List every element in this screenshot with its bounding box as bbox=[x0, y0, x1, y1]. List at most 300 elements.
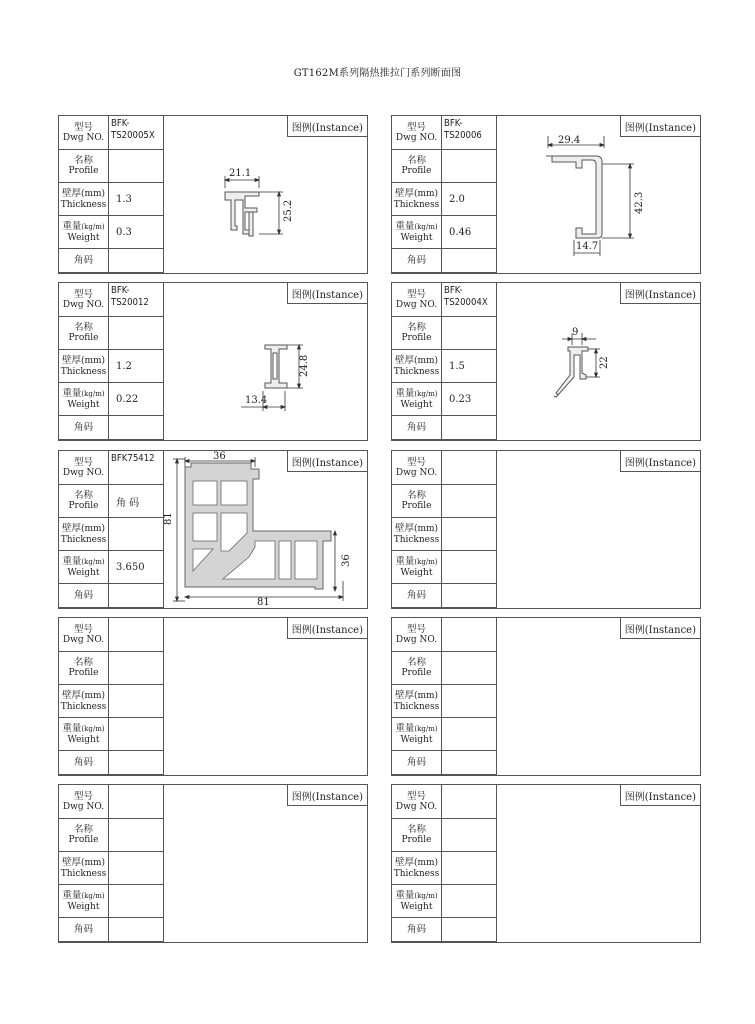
instance-label: 图例(Instance) bbox=[287, 116, 367, 137]
profile-label-en: Profile bbox=[401, 501, 432, 511]
dwg-label-zh: 型号 bbox=[406, 623, 426, 635]
weight-label-en: Weight bbox=[400, 232, 433, 243]
weight-label-en: Weight bbox=[400, 734, 433, 745]
page-title: GT162M系列隔热推拉门系列断面图 bbox=[293, 68, 462, 79]
thickness-label-zh: 壁厚 bbox=[394, 354, 414, 366]
dwg-value bbox=[441, 283, 496, 316]
dim-width: 29.4 bbox=[558, 135, 581, 146]
profile-card bbox=[391, 450, 701, 609]
weight-label-zh: 重量 bbox=[395, 555, 415, 567]
profile-value bbox=[441, 819, 496, 851]
dwg-label-en: Dwg NO. bbox=[395, 634, 438, 645]
profile-drawing bbox=[163, 451, 367, 608]
instance-label: 图例(Instance) bbox=[287, 451, 367, 472]
section-drawing-ts20004x bbox=[496, 283, 700, 440]
thickness-label-en: Thickness bbox=[60, 366, 107, 377]
weight-label-en: Weight bbox=[400, 567, 433, 578]
weight-label bbox=[59, 383, 108, 415]
corner-label-zh: 角码 bbox=[406, 422, 426, 433]
corner-value bbox=[441, 416, 496, 439]
dwg-value bbox=[108, 618, 163, 651]
weight-label-zh: 重量 bbox=[62, 889, 82, 901]
instance-label: 图例(Instance) bbox=[620, 116, 700, 137]
profile-drawing bbox=[496, 618, 700, 775]
instance-label: 图例(Instance) bbox=[287, 618, 367, 639]
corner-value bbox=[108, 416, 163, 439]
weight-label bbox=[392, 885, 441, 917]
weight-value: 0.46 bbox=[449, 226, 472, 238]
profile-card bbox=[391, 617, 701, 776]
dwg-label bbox=[392, 283, 441, 316]
weight-label-zh: 重量 bbox=[62, 220, 82, 232]
dim-width: 9 bbox=[572, 327, 579, 338]
corner-value bbox=[108, 584, 163, 607]
profile-label-zh: 名称 bbox=[73, 824, 93, 835]
weight-label-en: Weight bbox=[67, 399, 100, 410]
weight-label bbox=[392, 383, 441, 415]
weight-label-zh: 重量 bbox=[395, 722, 415, 734]
corner-value bbox=[108, 918, 163, 941]
dim-bottom: 14.7 bbox=[576, 241, 599, 252]
row-thickness bbox=[59, 852, 163, 885]
thickness-value bbox=[441, 852, 496, 884]
profile-drawing bbox=[163, 785, 367, 942]
dwg-label-en: Dwg NO. bbox=[395, 467, 438, 478]
profile-label bbox=[392, 819, 441, 851]
dwg-value-line1: BFK- bbox=[444, 118, 463, 129]
row-corner bbox=[59, 249, 163, 273]
dim-height: 25.2 bbox=[283, 199, 294, 222]
corner-label bbox=[59, 249, 108, 272]
dwg-label-zh: 型号 bbox=[406, 456, 426, 468]
corner-label-zh: 角码 bbox=[73, 757, 93, 768]
row-weight bbox=[392, 551, 496, 584]
row-thickness bbox=[392, 852, 496, 885]
weight-label-unit: (kg/m) bbox=[81, 724, 105, 733]
dim-height: 42.3 bbox=[634, 191, 645, 214]
row-dwg bbox=[392, 451, 496, 485]
profile-label bbox=[392, 485, 441, 517]
corner-label bbox=[59, 918, 108, 941]
dwg-label-zh: 型号 bbox=[73, 623, 93, 635]
dwg-value-line1: BFK75412 bbox=[111, 453, 155, 464]
weight-label-en: Weight bbox=[67, 567, 100, 578]
section-drawing-ts20006 bbox=[496, 116, 700, 273]
profile-value bbox=[441, 317, 496, 349]
dwg-value bbox=[108, 283, 163, 316]
dim-bottom: 81 bbox=[257, 597, 270, 608]
row-thickness bbox=[392, 518, 496, 551]
weight-label-unit: (kg/m) bbox=[414, 222, 438, 231]
corner-label bbox=[392, 584, 441, 607]
weight-label bbox=[392, 216, 441, 248]
row-dwg bbox=[59, 283, 163, 317]
weight-value: 0.23 bbox=[449, 393, 472, 405]
corner-label-zh: 角码 bbox=[406, 255, 426, 266]
corner-label bbox=[392, 751, 441, 774]
row-corner bbox=[392, 751, 496, 775]
row-weight bbox=[59, 383, 163, 416]
row-corner bbox=[392, 416, 496, 440]
dwg-label-en: Dwg NO. bbox=[62, 634, 105, 645]
section-drawing-bfk75412 bbox=[163, 451, 367, 608]
dwg-value bbox=[108, 451, 163, 484]
profile-card bbox=[58, 115, 368, 274]
dwg-label-zh: 型号 bbox=[406, 288, 426, 300]
thickness-label bbox=[392, 350, 441, 382]
dwg-value-line1: BFK- bbox=[444, 285, 463, 296]
weight-value: 0.3 bbox=[116, 226, 132, 238]
corner-value bbox=[441, 751, 496, 774]
thickness-label-zh: 壁厚 bbox=[61, 856, 81, 868]
weight-label bbox=[59, 718, 108, 750]
profile-label-zh: 名称 bbox=[406, 657, 426, 668]
thickness-value bbox=[441, 518, 496, 550]
row-corner bbox=[392, 918, 496, 942]
dwg-label-zh: 型号 bbox=[406, 121, 426, 133]
weight-label-en: Weight bbox=[400, 399, 433, 410]
thickness-label-en: Thickness bbox=[393, 868, 440, 879]
weight-label bbox=[59, 216, 108, 248]
dim-width: 13.4 bbox=[245, 395, 268, 406]
weight-label-zh: 重量 bbox=[62, 722, 82, 734]
weight-value bbox=[108, 885, 163, 917]
dwg-label-en: Dwg NO. bbox=[395, 299, 438, 310]
profile-card bbox=[391, 115, 701, 274]
row-profile bbox=[59, 652, 163, 685]
weight-label-unit: (kg/m) bbox=[81, 557, 105, 566]
row-corner bbox=[392, 249, 496, 273]
corner-label bbox=[392, 918, 441, 941]
thickness-value: 1.5 bbox=[449, 360, 465, 372]
row-weight bbox=[59, 216, 163, 249]
weight-value: 3.650 bbox=[116, 561, 145, 573]
dwg-label-zh: 型号 bbox=[73, 288, 93, 300]
weight-label-zh: 重量 bbox=[395, 889, 415, 901]
thickness-label-zh: 壁厚 bbox=[394, 522, 414, 534]
profile-value bbox=[108, 819, 163, 851]
thickness-label-unit: (mm) bbox=[80, 690, 106, 701]
thickness-value: 1.2 bbox=[116, 360, 132, 372]
profile-label-en: Profile bbox=[68, 501, 99, 511]
dwg-value bbox=[441, 785, 496, 818]
profile-value bbox=[441, 652, 496, 684]
dwg-label bbox=[392, 116, 441, 149]
thickness-label bbox=[59, 852, 108, 884]
dim-height: 24.8 bbox=[299, 354, 310, 377]
dwg-value-line2: TS20006 bbox=[444, 130, 482, 141]
instance-label: 图例(Instance) bbox=[620, 785, 700, 806]
corner-label-zh: 角码 bbox=[406, 757, 426, 768]
profile-label-en: Profile bbox=[68, 333, 99, 343]
corner-label-zh: 角码 bbox=[73, 255, 93, 266]
thickness-label-unit: (mm) bbox=[80, 523, 106, 534]
weight-label-unit: (kg/m) bbox=[81, 891, 105, 900]
thickness-value: 2.0 bbox=[449, 193, 465, 205]
dwg-value-line2: TS20004X bbox=[444, 297, 488, 308]
corner-label-zh: 角码 bbox=[406, 590, 426, 601]
thickness-value bbox=[108, 852, 163, 884]
thickness-label-zh: 壁厚 bbox=[394, 856, 414, 868]
thickness-label-unit: (mm) bbox=[413, 523, 439, 534]
row-weight bbox=[392, 216, 496, 249]
row-thickness bbox=[59, 350, 163, 383]
dwg-value-line1: BFK- bbox=[111, 285, 130, 296]
row-dwg bbox=[392, 618, 496, 652]
profile-label-zh: 名称 bbox=[73, 322, 93, 333]
row-profile bbox=[392, 652, 496, 685]
corner-label-zh: 角码 bbox=[406, 924, 426, 935]
row-thickness bbox=[392, 685, 496, 718]
section-drawing-ts20012 bbox=[163, 283, 367, 440]
profile-drawing bbox=[163, 116, 367, 273]
weight-label-unit: (kg/m) bbox=[414, 389, 438, 398]
dwg-value-line2: TS20005X bbox=[111, 130, 155, 141]
dim-left: 81 bbox=[163, 512, 174, 525]
profile-value bbox=[108, 652, 163, 684]
thickness-label-en: Thickness bbox=[60, 199, 107, 210]
dwg-label-en: Dwg NO. bbox=[62, 801, 105, 812]
row-thickness bbox=[392, 183, 496, 216]
dwg-label bbox=[392, 618, 441, 651]
weight-label-unit: (kg/m) bbox=[81, 222, 105, 231]
dwg-value bbox=[108, 116, 163, 149]
thickness-label-en: Thickness bbox=[393, 701, 440, 712]
instance-label: 图例(Instance) bbox=[287, 283, 367, 304]
corner-label bbox=[59, 751, 108, 774]
profile-label bbox=[59, 485, 108, 517]
weight-label-en: Weight bbox=[67, 734, 100, 745]
row-thickness bbox=[59, 685, 163, 718]
profile-drawing bbox=[163, 618, 367, 775]
dwg-label-en: Dwg NO. bbox=[395, 801, 438, 812]
profile-label-en: Profile bbox=[68, 668, 99, 678]
weight-label-unit: (kg/m) bbox=[414, 724, 438, 733]
profile-card bbox=[58, 617, 368, 776]
thickness-label bbox=[59, 518, 108, 550]
dwg-label-en: Dwg NO. bbox=[62, 467, 105, 478]
profile-label-en: Profile bbox=[401, 668, 432, 678]
thickness-label-en: Thickness bbox=[393, 534, 440, 545]
row-dwg bbox=[59, 116, 163, 150]
weight-label bbox=[59, 551, 108, 583]
row-weight bbox=[392, 718, 496, 751]
dwg-label bbox=[59, 116, 108, 149]
profile-drawing bbox=[163, 283, 367, 440]
dim-width: 21.1 bbox=[229, 168, 252, 179]
row-corner bbox=[59, 416, 163, 440]
corner-label-zh: 角码 bbox=[73, 924, 93, 935]
thickness-label-zh: 壁厚 bbox=[61, 689, 81, 701]
row-thickness bbox=[59, 518, 163, 551]
thickness-value bbox=[441, 685, 496, 717]
row-profile bbox=[392, 150, 496, 183]
dwg-value bbox=[108, 785, 163, 818]
row-corner bbox=[59, 584, 163, 608]
weight-label bbox=[59, 885, 108, 917]
profile-value bbox=[108, 317, 163, 349]
dim-top: 36 bbox=[213, 451, 226, 462]
profile-label-zh: 名称 bbox=[73, 490, 93, 501]
weight-value bbox=[441, 885, 496, 917]
corner-label bbox=[59, 584, 108, 607]
row-profile bbox=[59, 485, 163, 518]
row-weight bbox=[59, 551, 163, 584]
corner-value bbox=[108, 249, 163, 272]
dwg-label-en: Dwg NO. bbox=[395, 132, 438, 143]
weight-label-en: Weight bbox=[67, 901, 100, 912]
row-thickness bbox=[59, 183, 163, 216]
weight-label-unit: (kg/m) bbox=[414, 891, 438, 900]
profile-drawing bbox=[496, 785, 700, 942]
profile-card bbox=[58, 282, 368, 441]
row-corner bbox=[59, 918, 163, 942]
dwg-value bbox=[441, 451, 496, 484]
row-weight bbox=[392, 885, 496, 918]
row-profile bbox=[392, 485, 496, 518]
profile-label-zh: 名称 bbox=[73, 155, 93, 166]
thickness-label bbox=[392, 852, 441, 884]
row-weight bbox=[392, 383, 496, 416]
dwg-label-zh: 型号 bbox=[73, 121, 93, 133]
profile-value bbox=[441, 485, 496, 517]
dwg-label bbox=[392, 451, 441, 484]
thickness-label-unit: (mm) bbox=[80, 188, 106, 199]
row-dwg bbox=[59, 785, 163, 819]
profile-label bbox=[59, 819, 108, 851]
thickness-label-en: Thickness bbox=[60, 868, 107, 879]
corner-value bbox=[441, 249, 496, 272]
dwg-value bbox=[441, 618, 496, 651]
thickness-label bbox=[59, 350, 108, 382]
weight-label-zh: 重量 bbox=[62, 555, 82, 567]
row-corner bbox=[59, 751, 163, 775]
row-weight bbox=[59, 885, 163, 918]
weight-label-unit: (kg/m) bbox=[414, 557, 438, 566]
weight-label-zh: 重量 bbox=[395, 220, 415, 232]
instance-label: 图例(Instance) bbox=[620, 618, 700, 639]
weight-value bbox=[441, 551, 496, 583]
dwg-value-line1: BFK- bbox=[111, 118, 130, 129]
weight-label bbox=[392, 718, 441, 750]
row-profile bbox=[59, 317, 163, 350]
profile-label bbox=[392, 317, 441, 349]
row-weight bbox=[59, 718, 163, 751]
thickness-label-unit: (mm) bbox=[413, 188, 439, 199]
dim-height: 22 bbox=[599, 356, 610, 369]
thickness-label-en: Thickness bbox=[60, 701, 107, 712]
profile-value bbox=[441, 150, 496, 182]
profile-drawing bbox=[496, 283, 700, 440]
thickness-label-zh: 壁厚 bbox=[394, 187, 414, 199]
row-dwg bbox=[59, 451, 163, 485]
profile-drawing bbox=[496, 116, 700, 273]
weight-label-unit: (kg/m) bbox=[81, 389, 105, 398]
row-dwg bbox=[392, 283, 496, 317]
profile-label-en: Profile bbox=[401, 333, 432, 343]
profile-label bbox=[59, 652, 108, 684]
profile-value bbox=[108, 150, 163, 182]
profile-label-zh: 名称 bbox=[406, 155, 426, 166]
thickness-label-unit: (mm) bbox=[413, 857, 439, 868]
weight-value bbox=[441, 718, 496, 750]
profile-label bbox=[59, 317, 108, 349]
instance-label: 图例(Instance) bbox=[620, 283, 700, 304]
dwg-label-en: Dwg NO. bbox=[62, 132, 105, 143]
profile-label bbox=[392, 150, 441, 182]
weight-value bbox=[108, 718, 163, 750]
corner-value bbox=[441, 918, 496, 941]
profile-label-en: Profile bbox=[68, 166, 99, 176]
thickness-label-en: Thickness bbox=[393, 366, 440, 377]
row-profile bbox=[59, 150, 163, 183]
dwg-label-en: Dwg NO. bbox=[62, 299, 105, 310]
profile-card bbox=[58, 450, 368, 609]
weight-label-zh: 重量 bbox=[62, 387, 82, 399]
thickness-label-unit: (mm) bbox=[80, 355, 106, 366]
row-dwg bbox=[392, 116, 496, 150]
dwg-value bbox=[441, 116, 496, 149]
corner-label bbox=[392, 416, 441, 439]
corner-label bbox=[59, 416, 108, 439]
corner-value bbox=[441, 584, 496, 607]
thickness-label bbox=[392, 518, 441, 550]
dwg-label-zh: 型号 bbox=[73, 456, 93, 468]
profile-card bbox=[391, 784, 701, 943]
thickness-label-unit: (mm) bbox=[413, 355, 439, 366]
dwg-label bbox=[392, 785, 441, 818]
profile-label-zh: 名称 bbox=[406, 824, 426, 835]
weight-label-zh: 重量 bbox=[395, 387, 415, 399]
thickness-label-en: Thickness bbox=[393, 199, 440, 210]
dwg-label-zh: 型号 bbox=[73, 790, 93, 802]
profile-label-en: Profile bbox=[68, 835, 99, 845]
row-dwg bbox=[59, 618, 163, 652]
profile-card bbox=[58, 784, 368, 943]
weight-value: 0.22 bbox=[116, 393, 139, 405]
dwg-label bbox=[59, 785, 108, 818]
thickness-value: 1.3 bbox=[116, 193, 132, 205]
dwg-label bbox=[59, 283, 108, 316]
profile-value: 角 码 bbox=[116, 497, 140, 509]
dwg-label-zh: 型号 bbox=[406, 790, 426, 802]
row-corner bbox=[392, 584, 496, 608]
dwg-label bbox=[59, 451, 108, 484]
profile-label-en: Profile bbox=[401, 835, 432, 845]
section-drawing-ts20005x bbox=[163, 116, 367, 273]
profile-label-zh: 名称 bbox=[406, 490, 426, 501]
weight-label-en: Weight bbox=[67, 232, 100, 243]
thickness-label bbox=[59, 685, 108, 717]
row-profile bbox=[59, 819, 163, 852]
corner-value bbox=[108, 751, 163, 774]
thickness-label-unit: (mm) bbox=[413, 690, 439, 701]
thickness-label bbox=[392, 183, 441, 215]
row-profile bbox=[392, 317, 496, 350]
corner-label bbox=[392, 249, 441, 272]
row-dwg bbox=[392, 785, 496, 819]
thickness-label-unit: (mm) bbox=[80, 857, 106, 868]
weight-label-en: Weight bbox=[400, 901, 433, 912]
thickness-label-zh: 壁厚 bbox=[394, 689, 414, 701]
instance-label: 图例(Instance) bbox=[620, 451, 700, 472]
thickness-value bbox=[108, 685, 163, 717]
profile-label bbox=[59, 150, 108, 182]
dwg-value-line2: TS20012 bbox=[111, 297, 149, 308]
thickness-label-zh: 壁厚 bbox=[61, 187, 81, 199]
profile-label-en: Profile bbox=[401, 166, 432, 176]
weight-label bbox=[392, 551, 441, 583]
